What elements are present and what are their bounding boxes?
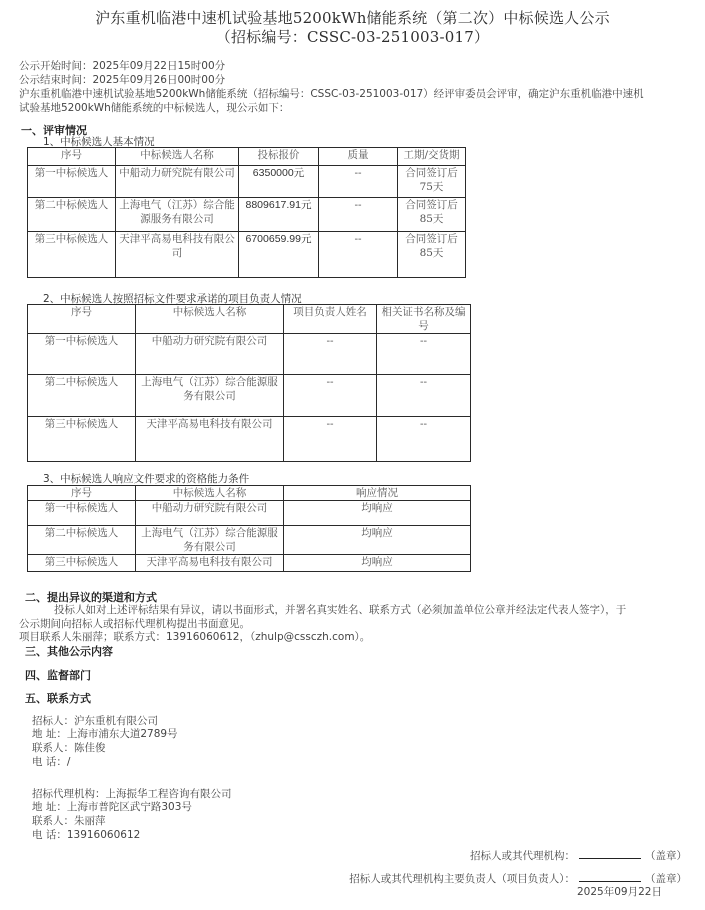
bid-price-cell: 8809617.91元 [239, 198, 319, 232]
rank-cell: 第一中标候选人 [28, 334, 136, 375]
page-title: 沪东重机临港中速机试验基地5200kWh储能系统（第二次）中标候选人公示 [95, 9, 610, 27]
bid-number: （招标编号：CSSC-03-251003-017） [215, 28, 490, 46]
company-cell: 中船动力研究院有限公司 [136, 334, 284, 375]
header-cell: 项目负责人姓名 [284, 305, 377, 334]
company-cell: 天津平高易电科技有限公司 [116, 232, 239, 278]
header-cell: 投标报价 [239, 148, 319, 166]
header-cell: 质量 [319, 148, 398, 166]
seal-label-2: （盖章） [645, 873, 687, 885]
rank-cell: 第二中标候选人 [28, 198, 116, 232]
project-contact: 项目联系人朱丽萍；联系方式：13916060612，（zhulp@cssczh.com）。 [19, 631, 371, 643]
rank-cell: 第二中标候选人 [28, 375, 136, 417]
company-cell: 上海电气（江苏）综合能源服务有限公司 [116, 198, 239, 232]
signature-line-1 [470, 848, 687, 863]
rank-cell: 第一中标候选人 [28, 501, 136, 526]
section-1-heading: 一、评审情况 [21, 124, 87, 137]
company-cell: 中船动力研究院有限公司 [136, 501, 284, 526]
table-row [28, 198, 466, 232]
statement-line-1: 沪东重机临港中速机试验基地5200kWh储能系统（招标编号：CSSC-03-251003-017）经评审委员会评审，确定沪东重机临港中速机 [19, 88, 644, 100]
signature-date: 2025年09月22日 [577, 886, 662, 898]
statement-line-2: 试验基地5200kWh储能系统的中标候选人，现公示如下： [19, 102, 290, 114]
table-row [28, 166, 466, 198]
company-cell: 上海电气（江苏）综合能源服务有限公司 [136, 526, 284, 555]
delivery-cell: 合同签订后85天 [398, 232, 466, 278]
lead-name-cell: -- [284, 375, 377, 417]
bid-price-cell: 6350000元 [239, 166, 319, 198]
tenderer-phone: 电 话：/ [32, 756, 71, 768]
header-cell: 中标候选人名称 [136, 486, 284, 501]
quality-cell: -- [319, 166, 398, 198]
header-cell: 序号 [28, 148, 116, 166]
seal-label-1: （盖章） [645, 850, 687, 862]
tenderer-contact: 联系人：陈佳俊 [32, 742, 106, 754]
agency-contact: 联系人：朱丽萍 [32, 815, 106, 827]
tenderer-address: 地 址：上海市浦东大道2789号 [32, 728, 178, 740]
signature-label-2: 招标人或其代理机构主要负责人（项目负责人）： [349, 873, 575, 885]
quality-cell: -- [319, 198, 398, 232]
table1-caption: 1、中标候选人基本情况 [43, 136, 155, 148]
header-cell: 序号 [28, 305, 136, 334]
certificate-cell: -- [377, 375, 471, 417]
table-row [28, 334, 471, 375]
table-row [28, 375, 471, 417]
qualification-table [27, 485, 471, 572]
certificate-cell: -- [377, 417, 471, 462]
response-cell: 均响应 [284, 526, 471, 555]
header-cell: 响应情况 [284, 486, 471, 501]
header-cell: 工期/交货期 [398, 148, 466, 166]
rank-cell: 第一中标候选人 [28, 166, 116, 198]
section-3-heading: 三、其他公示内容 [25, 645, 113, 658]
header-cell: 中标候选人名称 [136, 305, 284, 334]
agency-address: 地 址：上海市普陀区武宁路303号 [32, 801, 192, 813]
delivery-cell: 合同签订后75天 [398, 166, 466, 198]
rank-cell: 第三中标候选人 [28, 417, 136, 462]
quality-cell: -- [319, 232, 398, 278]
rank-cell: 第三中标候选人 [28, 232, 116, 278]
section-5-heading: 五、联系方式 [25, 692, 91, 705]
table-header-row [28, 305, 471, 334]
section-4-heading: 四、监督部门 [25, 669, 91, 682]
header-cell: 相关证书名称及编号 [377, 305, 471, 334]
company-cell: 中船动力研究院有限公司 [116, 166, 239, 198]
header-cell: 中标候选人名称 [116, 148, 239, 166]
table3-caption: 3、中标候选人响应文件要求的资格能力条件 [43, 473, 250, 485]
company-cell: 上海电气（江苏）综合能源服务有限公司 [136, 375, 284, 417]
agency-phone: 电 话：13916060612 [32, 829, 141, 841]
response-cell: 均响应 [284, 555, 471, 572]
table-header-row [28, 148, 466, 166]
project-lead-table [27, 304, 471, 462]
candidates-basic-table [27, 147, 466, 278]
agency-name: 招标代理机构：上海振华工程咨询有限公司 [32, 788, 232, 800]
signature-label-1: 招标人或其代理机构： [470, 850, 575, 862]
bid-price-cell: 6700659.99元 [239, 232, 319, 278]
delivery-cell: 合同签订后85天 [398, 198, 466, 232]
objection-paragraph-line-2: 公示期间向招标人或招标代理机构提出书面意见。 [19, 618, 250, 630]
company-cell: 天津平高易电科技有限公司 [136, 555, 284, 572]
certificate-cell: -- [377, 334, 471, 375]
company-cell: 天津平高易电科技有限公司 [136, 417, 284, 462]
rank-cell: 第三中标候选人 [28, 555, 136, 572]
objection-paragraph-line-1: 投标人如对上述评标结果有异议，请以书面形式，并署名真实姓名、联系方式（必须加盖单位公章并经法定代表人签字），于 [54, 604, 627, 616]
end-time: 公示结束时间：2025年09月26日00时00分 [19, 74, 226, 86]
lead-name-cell: -- [284, 334, 377, 375]
table-row [28, 526, 471, 555]
response-cell: 均响应 [284, 501, 471, 526]
table-row [28, 232, 466, 278]
section-2-heading: 二、提出异议的渠道和方式 [25, 591, 157, 604]
signature-blank-1 [579, 848, 641, 859]
table-row [28, 555, 471, 572]
table-row [28, 501, 471, 526]
rank-cell: 第二中标候选人 [28, 526, 136, 555]
lead-name-cell: -- [284, 417, 377, 462]
table2-caption: 2、中标候选人按照招标文件要求承诺的项目负责人情况 [43, 293, 302, 305]
signature-blank-2 [579, 871, 641, 882]
start-time: 公示开始时间：2025年09月22日15时00分 [19, 60, 226, 72]
table-row [28, 417, 471, 462]
table-header-row [28, 486, 471, 501]
header-cell: 序号 [28, 486, 136, 501]
tenderer-name: 招标人：沪东重机有限公司 [32, 715, 158, 727]
